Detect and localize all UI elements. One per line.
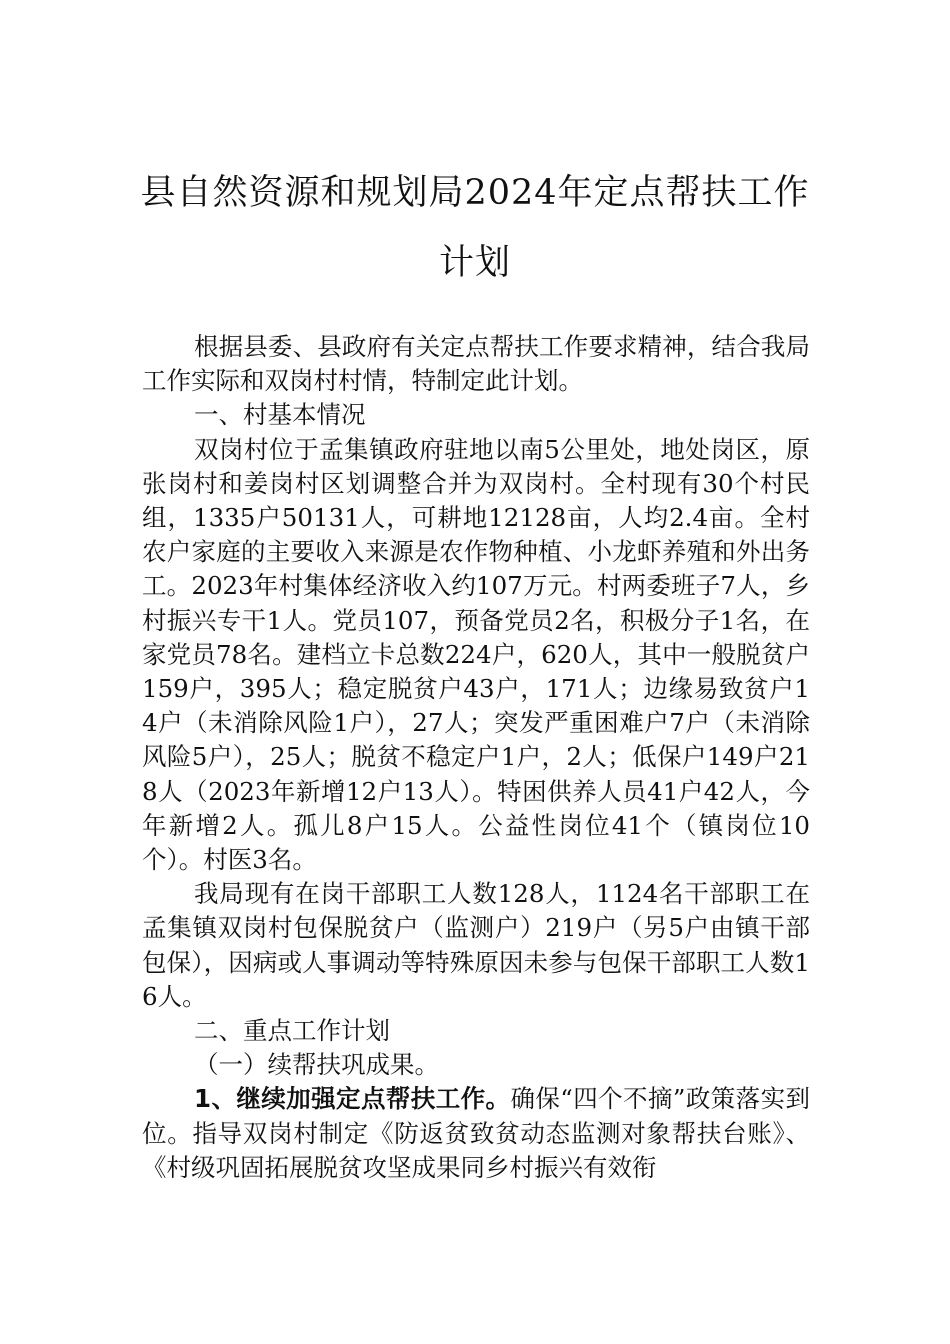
document-title-line-2: 计划: [438, 243, 511, 283]
document-body: [142, 330, 810, 1185]
item-1-text: 确保“四个不摘”政策落实到位。指导双岗村制定《防返贫致贫动态监测对象帮扶台账》、《村级巩固拓展脱贫攻坚成果同乡村振兴有效衔: [142, 1084, 810, 1182]
village-info-paragraph: 双岗村位于孟集镇政府驻地以南5公里处，地处岗区，原张岗村和姜岗村区划调整合并为双岗村。全村现有30个村民组，1335户50131人，可耕地12128亩，人均2.4亩。全村农户家庭的主要收入来源是农作物种植、小龙虾养殖和外出务工。2023年村集体经济收入约107万元。村两委班子7人，乡村振兴专干1人。党员107，预备党员2名，积极分子1名，在家党员78名。建档立卡总数224户，620人，其中一般脱贫户159户，395人；稳定脱贫户43户，171人；边缘易致贫户14户（未消除风险1户），27人；突发严重困难户7户（未消除风险5户），25人；脱贫不稳定户1户，2人；低保户149户218人（2023年新增12户13人）。特困供养人员41户42人，今年新增2人。孤儿8户15人。公益性岗位41个（镇岗位10个）。村医3名。: [142, 434, 810, 875]
item-1-paragraph: [142, 1082, 810, 1185]
section-1-heading: 一、村基本情况: [194, 400, 366, 430]
bureau-staff-paragraph: 我局现有在岗干部职工人数128人，1124名干部职工在孟集镇双岗村包保脱贫户（监测户）219户（另5户由镇干部包保），因病或人事调动等特殊原因未参与包保干部职工人数16人。: [142, 879, 810, 1011]
intro-paragraph: 根据县委、县政府有关定点帮扶工作要求精神，结合我局工作实际和双岗村村情，特制定此计划。: [142, 332, 810, 396]
subsection-1-heading: （一）续帮扶巩成果。: [194, 1050, 439, 1080]
section-2-heading: 二、重点工作计划: [194, 1016, 390, 1046]
document-title-line-1: 县自然资源和规划局2024年定点帮扶工作: [140, 173, 810, 213]
item-1-bold-lead: 1、继续加强定点帮扶工作。: [194, 1084, 511, 1114]
